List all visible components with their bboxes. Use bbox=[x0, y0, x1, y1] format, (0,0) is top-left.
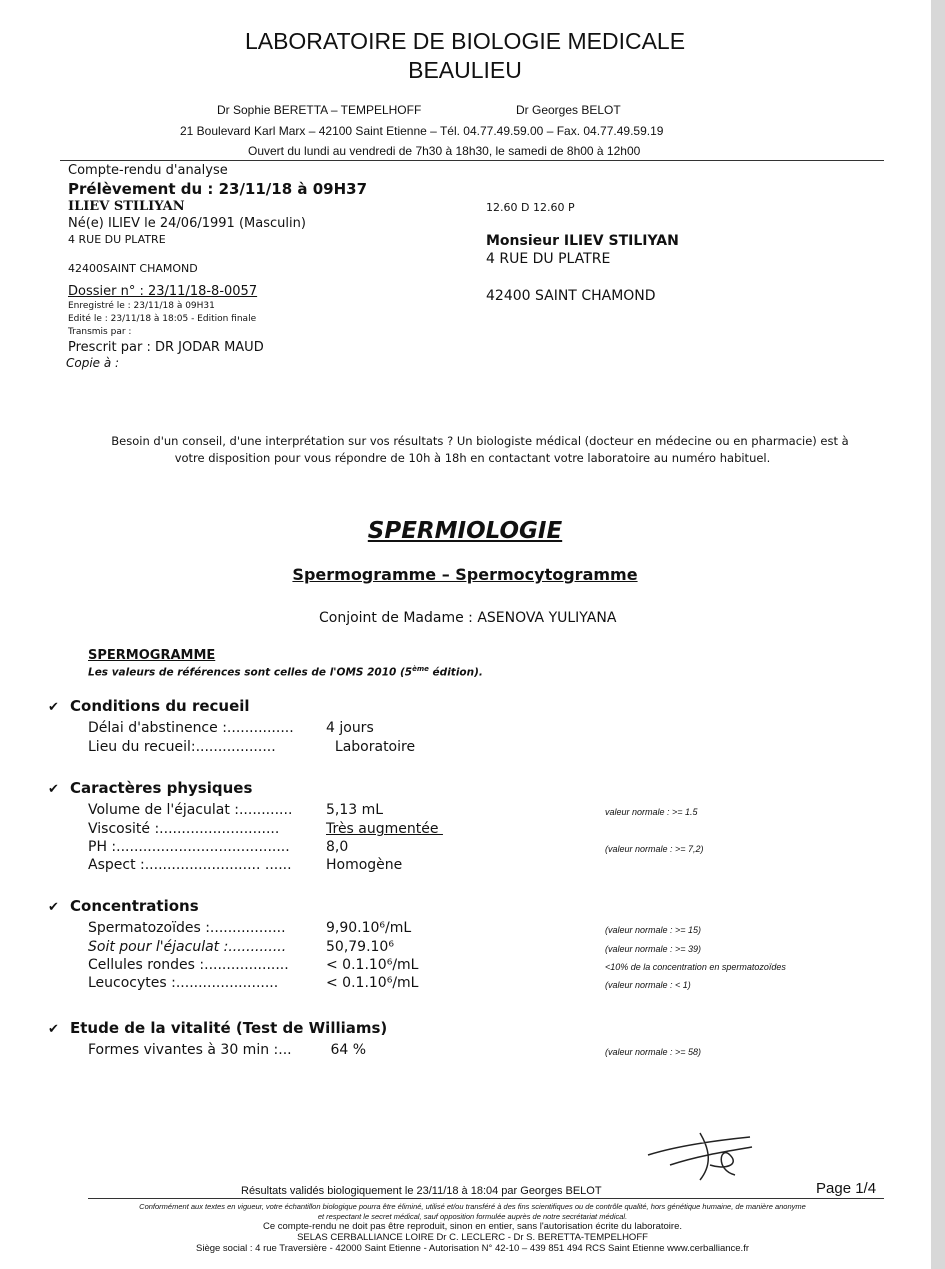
edited-date: Edité le : 23/11/18 à 18:05 - Edition finale bbox=[68, 314, 257, 324]
result-label: Délai d'abstinence :............... bbox=[88, 720, 294, 736]
lab-hours: Ouvert du lundi au vendredi de 7h30 à 18h30, le samedi de 8h00 à 12h00 bbox=[248, 144, 641, 158]
result-value: 5,13 mL bbox=[326, 802, 384, 818]
patient-street: 4 RUE DU PLATRE bbox=[68, 233, 166, 246]
result-row bbox=[88, 839, 348, 855]
group-title: Conditions du recueil bbox=[70, 697, 250, 715]
note-text: Les valeurs de références sont celles de l'OMS 2010 (5 bbox=[88, 666, 413, 679]
legal-line-1: Conformément aux textes en vigueur, votre échantillon biologique pourra être éliminé, utilisé et/ou transféré à des fins scientifiques ou de contrôle qualité, hors génétique humaine, de manière anonyme bbox=[139, 1202, 806, 1211]
legal-line-2: et respectant le secret médical, sauf opposition formulée auprès de notre secrétariat médical. bbox=[317, 1212, 628, 1221]
lab-title: LABORATOIRE DE BIOLOGIE MEDICALE bbox=[244, 28, 686, 54]
recipient-name: Monsieur ILIEV STILIYAN bbox=[486, 233, 679, 249]
check-icon: ✔ bbox=[48, 700, 59, 715]
result-value: 9,90.10⁶/mL bbox=[326, 920, 412, 936]
billing-code: 12.60 D 12.60 P bbox=[486, 201, 575, 214]
result-row bbox=[88, 975, 418, 991]
result-row bbox=[88, 802, 383, 818]
result-row bbox=[88, 857, 402, 873]
page-number: Page 1/4 bbox=[816, 1180, 877, 1197]
reference-range: (valeur normale : < 1) bbox=[605, 980, 691, 990]
reference-range: (valeur normale : >= 39) bbox=[605, 944, 702, 954]
reference-range: (valeur normale : >= 15) bbox=[605, 925, 702, 935]
reference-note bbox=[88, 665, 483, 679]
result-label: Soit pour l'éjaculat :............. bbox=[88, 939, 287, 955]
result-label: Cellules rondes :................... bbox=[88, 957, 289, 973]
result-value: 64 % bbox=[326, 1042, 367, 1058]
result-row bbox=[88, 939, 394, 955]
footer-divider bbox=[88, 1198, 884, 1199]
reference-range: (valeur normale : >= 58) bbox=[605, 1047, 702, 1057]
patient-city: 42400SAINT CHAMOND bbox=[68, 262, 198, 275]
signature bbox=[640, 1125, 760, 1185]
lab-address: 21 Boulevard Karl Marx – 42100 Saint Etienne – Tél. 04.77.49.59.00 – Fax. 04.77.49.59.19 bbox=[180, 124, 664, 138]
sample-date: Prélèvement du : 23/11/18 à 09H37 bbox=[68, 180, 368, 198]
result-row bbox=[88, 920, 411, 936]
result-row bbox=[88, 821, 443, 837]
result-value: Homogène bbox=[326, 857, 403, 873]
company-info: SELAS CERBALLIANCE LOIRE Dr C. LECLERC - Dr S. BERETTA-TEMPELHOFF bbox=[297, 1232, 648, 1243]
result-value: < 0.1.10⁶/mL bbox=[326, 975, 419, 991]
result-label: Volume de l'éjaculat :............ bbox=[88, 802, 293, 818]
result-label: PH :....................................... bbox=[88, 839, 290, 855]
section-title: SPERMIOLOGIE bbox=[367, 518, 563, 544]
check-icon: ✔ bbox=[48, 1022, 59, 1037]
dossier-number: Dossier n° : 23/11/18-8-0057 bbox=[68, 284, 258, 299]
group-title: Concentrations bbox=[70, 897, 199, 915]
report-label: Compte-rendu d'analyse bbox=[68, 163, 228, 178]
note-text-end: édition). bbox=[428, 666, 483, 679]
note-sup: ème bbox=[412, 665, 429, 673]
transmitted-by: Transmis par : bbox=[68, 327, 132, 337]
reference-range: <10% de la concentration en spermatozoïdes bbox=[605, 962, 786, 972]
result-value: 50,79.10⁶ bbox=[326, 939, 394, 955]
result-value: Laboratoire bbox=[326, 739, 416, 755]
lab-subtitle: BEAULIEU bbox=[408, 57, 522, 83]
patient-birth: Né(e) ILIEV le 24/06/1991 (Masculin) bbox=[68, 216, 306, 231]
reference-range: (valeur normale : >= 7,2) bbox=[605, 844, 704, 854]
result-row bbox=[88, 1042, 366, 1058]
result-label: Viscosité :........................... bbox=[88, 821, 280, 837]
result-value: Très augmentée bbox=[326, 821, 443, 837]
page-edge bbox=[931, 0, 945, 1269]
group-title: Etude de la vitalité (Test de Williams) bbox=[70, 1019, 388, 1037]
result-row bbox=[88, 957, 418, 973]
prescriber: Prescrit par : DR JODAR MAUD bbox=[68, 340, 264, 355]
doctor-1: Dr Sophie BERETTA – TEMPELHOFF bbox=[217, 103, 422, 117]
spermogramme-heading: SPERMOGRAMME bbox=[88, 648, 216, 663]
advice-line-2: votre disposition pour vous répondre de 10h à 18h en contactant votre laboratoire au numéro habituel. bbox=[174, 451, 771, 465]
result-row bbox=[88, 720, 374, 736]
result-label: Aspect :.......................... ...... bbox=[88, 857, 292, 873]
copy-to: Copie à : bbox=[66, 356, 120, 370]
check-icon: ✔ bbox=[48, 782, 59, 797]
reference-range: valeur normale : >= 1.5 bbox=[605, 807, 698, 817]
check-icon: ✔ bbox=[48, 900, 59, 915]
result-row bbox=[88, 739, 415, 755]
result-label: Leucocytes :....................... bbox=[88, 975, 279, 991]
result-label: Spermatozoïdes :................. bbox=[88, 920, 286, 936]
advice-line-1: Besoin d'un conseil, d'une interprétation sur vos résultats ? Un biologiste médical (docteur en médecine ou en pharmacie) est à bbox=[111, 434, 849, 448]
spouse-info: Conjoint de Madame : ASENOVA YULIYANA bbox=[319, 610, 617, 626]
validation-text: Résultats validés biologiquement le 23/11/18 à 18:04 par Georges BELOT bbox=[241, 1185, 602, 1197]
section-subtitle: Spermogramme – Spermocytogramme bbox=[292, 565, 638, 584]
result-value: 8,0 bbox=[326, 839, 349, 855]
reproduction-notice: Ce compte-rendu ne doit pas être reproduit, sinon en entier, sans l'autorisation écrite du laboratoire. bbox=[262, 1221, 682, 1232]
patient-name: ILIEV STILIYAN bbox=[68, 199, 185, 214]
result-label: Lieu du recueil:.................. bbox=[88, 739, 276, 755]
head-office: Siège social : 4 rue Traversière - 42000 Saint Etienne - Autorisation N° 42-10 – 439 851 494 RCS Saint Etienne www.cerballiance.fr bbox=[196, 1243, 749, 1254]
result-label: Formes vivantes à 30 min :... bbox=[88, 1042, 292, 1058]
registered-date: Enregistré le : 23/11/18 à 09H31 bbox=[68, 301, 215, 311]
group-title: Caractères physiques bbox=[70, 779, 253, 797]
recipient-street: 4 RUE DU PLATRE bbox=[486, 251, 611, 267]
result-value: < 0.1.10⁶/mL bbox=[326, 957, 419, 973]
doctor-2: Dr Georges BELOT bbox=[516, 103, 621, 117]
divider bbox=[60, 160, 884, 161]
recipient-city: 42400 SAINT CHAMOND bbox=[486, 288, 656, 304]
result-value: 4 jours bbox=[326, 720, 374, 736]
